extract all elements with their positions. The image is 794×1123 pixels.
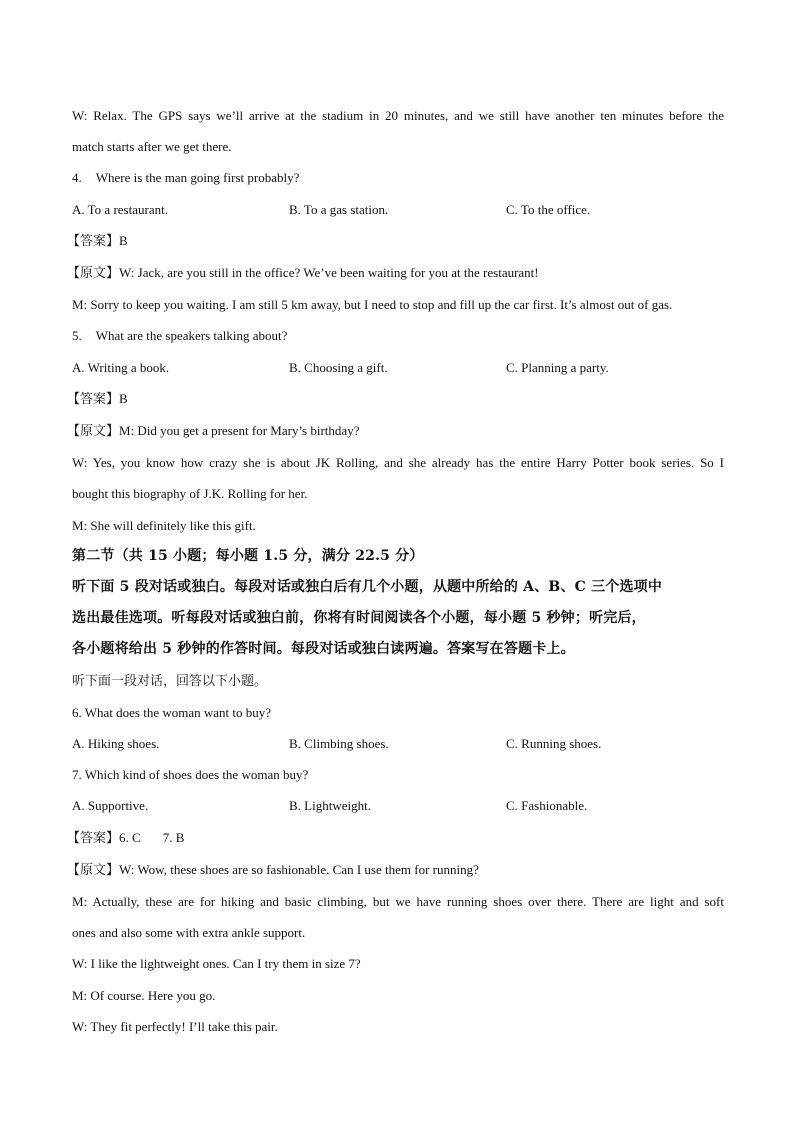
original-line <box>67 415 724 447</box>
transcript-line: ones and also some with extra ankle support. <box>72 925 306 941</box>
transcript-text: W: Jack, are you still in the office? We’ve been waiting for you at the restaurant! <box>119 265 539 281</box>
original-line <box>67 257 724 289</box>
answer-value: 6. C <box>119 829 141 845</box>
question-4 <box>72 162 724 193</box>
section-heading: 第二节（共 15 小题；每小题 1.5 分，满分 22.5 分） <box>72 547 424 564</box>
original-label: 【原文】 <box>67 266 120 282</box>
transcript-line: M: She will definitely like this gift. <box>72 517 256 533</box>
transcript-line: M: Of course. Here you go. <box>72 987 216 1003</box>
answer-value: 7. B <box>162 829 185 845</box>
option-a: A. To a restaurant. <box>72 201 168 217</box>
question-4-options <box>72 194 724 225</box>
option-c: C. Running shoes. <box>506 736 602 752</box>
option-b: B. Climbing shoes. <box>289 736 389 752</box>
option-c: C. Fashionable. <box>506 798 588 814</box>
transcript-line: M: Sorry to keep you waiting. I am still 5 km away, but I need to stop and fill up the car first. It’s almost out of gas. <box>72 297 673 313</box>
transcript-line: W: I like the lightweight ones. Can I try them in size 7? <box>72 956 361 972</box>
original-label: 【原文】 <box>67 424 120 440</box>
transcript-line: match starts after we get there. <box>72 139 232 155</box>
transcript-line: W: Relax. The GPS says we’ll arrive at the stadium in 20 minutes, and we still have another ten minutes before the <box>72 108 724 123</box>
answer-label: 【答案】 <box>67 233 120 249</box>
question-7: 7. Which kind of shoes does the woman buy? <box>72 767 309 783</box>
answer-label: 【答案】 <box>67 391 120 407</box>
transcript-text: M: Did you get a present for Mary’s birthday? <box>119 423 360 439</box>
section-instructions: 听下面 5 段对话或独白。每段对话或独白后有几个小题，从题中所给的 A、B、C 三个选项中 <box>72 579 663 596</box>
answer-line <box>67 225 724 257</box>
transcript-line: W: They fit perfectly! I’ll take this pair. <box>72 1018 278 1034</box>
question-6-options <box>72 728 724 759</box>
question-7-options <box>72 790 724 821</box>
option-a: A. Hiking shoes. <box>72 736 160 752</box>
option-b: B. To a gas station. <box>289 201 389 217</box>
transcript-line: M: Actually, these are for hiking and basic climbing, but we have running shoes over there. There are light and soft <box>72 894 724 910</box>
answer-line <box>67 383 724 415</box>
question-text: What are the speakers talking about? <box>95 328 288 344</box>
option-a: A. Supportive. <box>72 798 149 814</box>
original-line <box>67 854 724 886</box>
answer-label: 【答案】 <box>67 830 120 846</box>
transcript-text: W: Wow, these shoes are so fashionable. Can I use them for running? <box>119 861 479 877</box>
answer-value: B <box>119 390 128 406</box>
question-text: Where is the man going first probably? <box>95 170 300 186</box>
option-b: B. Choosing a gift. <box>289 359 388 375</box>
section-instructions: 各小题将给出 5 秒钟的作答时间。每段对话或独白读两遍。答案写在答题卡上。 <box>72 641 575 658</box>
question-6: 6. What does the woman want to buy? <box>72 704 272 720</box>
document-page <box>67 100 724 1042</box>
sub-instructions: 听下面一段对话，回答以下小题。 <box>72 673 268 689</box>
option-c: C. Planning a party. <box>506 359 609 375</box>
transcript-line: bought this biography of J.K. Rolling for her. <box>72 486 308 502</box>
answer-value: B <box>119 232 128 248</box>
option-a: A. Writing a book. <box>72 359 170 375</box>
question-number: 4. <box>72 170 82 186</box>
section-instructions: 选出最佳选项。听每段对话或独白前，你将有时间阅读各个小题，每小题 5 秒钟；听完后， <box>72 610 646 627</box>
transcript-line: W: Yes, you know how crazy she is about JK Rolling, and she already has the entire Harry Potter book series. So I <box>72 455 724 471</box>
answer-line <box>67 822 724 854</box>
question-number: 5. <box>72 328 82 344</box>
option-b: B. Lightweight. <box>289 798 371 814</box>
question-5 <box>72 320 724 351</box>
option-c: C. To the office. <box>506 201 591 217</box>
question-5-options <box>72 352 724 383</box>
original-label: 【原文】 <box>67 862 120 878</box>
